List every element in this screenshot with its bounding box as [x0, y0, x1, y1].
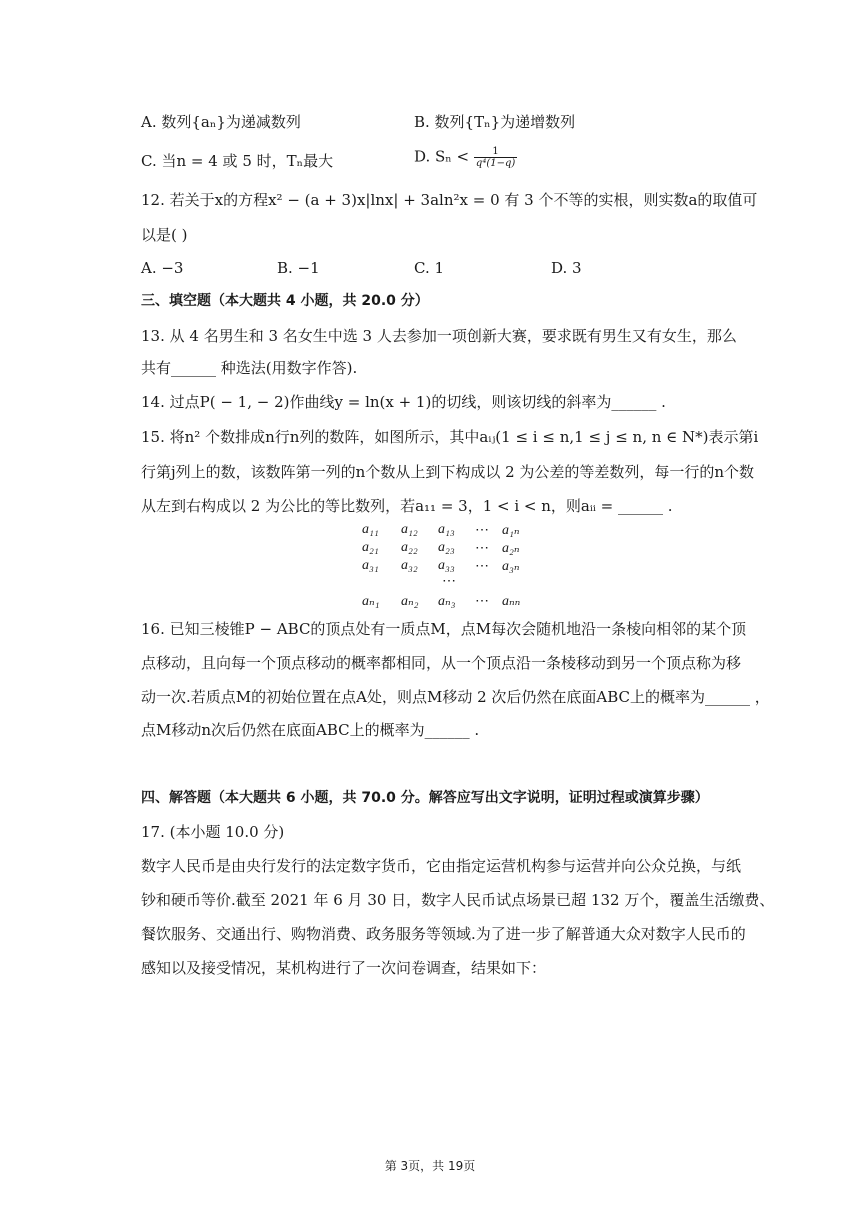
q16-line-1: 16. 已知三棱锥P − ABC的顶点处有一质点M，点M每次会随机地沿一条棱向相邻的某个顶	[141, 620, 747, 638]
matrix-cell: a₃₂	[401, 558, 418, 573]
q17-line-3: 餐饮服务、交通出行、购物消费、政务服务等领域.为了进一步了解普通大众对数字人民币的	[141, 925, 746, 943]
q12-option-b: B. −1	[277, 259, 320, 277]
matrix-cell: a₂₁	[362, 540, 379, 555]
matrix-cell: ⋯	[475, 523, 489, 538]
matrix-cell: aₙ₃	[438, 594, 456, 609]
matrix-cell: a₂₃	[438, 540, 455, 555]
q17-line-2: 钞和硬币等价.截至 2021 年 6 月 30 日，数字人民币试点场景已超 132 万个，覆盖生活缴费、	[141, 891, 775, 909]
matrix-cell: ⋯	[475, 594, 489, 609]
q12-line-1: 12. 若关于x的方程x² − (a + 3)x|lnx| + 3aln²x = 0 有 3 个不等的实根，则实数a的取值可	[141, 191, 758, 209]
q12-option-c: C. 1	[414, 259, 445, 277]
q15-line-2: 行第j列上的数，该数阵第一列的n个数从上到下构成以 2 为公差的等差数列，每一行的n个数	[141, 463, 755, 481]
q11-option-c: C. 当n = 4 或 5 时，Tₙ最大	[141, 152, 334, 170]
q11-option-d-fraction	[474, 146, 517, 169]
section-3-heading: 三、填空题（本大题共 4 小题，共 20.0 分）	[141, 293, 429, 309]
matrix-cell: a₃₃	[438, 558, 455, 573]
q16-line-2: 点移动，且向每一个顶点移动的概率都相同，从一个顶点沿一条棱移动到另一个顶点称为移	[141, 654, 742, 672]
q17-line-1: 数字人民币是由央行发行的法定数字货币，它由指定运营机构参与运营并向公众兑换，与纸	[141, 857, 742, 875]
q12-option-a: A. −3	[141, 259, 184, 277]
q13-line-2: 共有______ 种选法(用数字作答).	[141, 359, 358, 377]
page-footer: 第 3页，共 19页	[384, 1159, 476, 1173]
q16-line-4: 点M移动n次后仍然在底面ABC上的概率为______ .	[141, 721, 480, 739]
matrix-cell: a₁ₙ	[502, 523, 520, 538]
q11-option-a: A. 数列{aₙ}为递减数列	[141, 113, 301, 131]
q16-line-3: 动一次.若质点M的初始位置在点A处，则点M移动 2 次后仍然在底面ABC上的概率为______ ，	[141, 688, 770, 706]
q12-option-d: D. 3	[551, 259, 582, 277]
matrix-cell: a₃ₙ	[502, 559, 520, 574]
q15-line-1: 15. 将n² 个数排成n行n列的数阵，如图所示，其中aᵢⱼ(1 ≤ i ≤ n,1 ≤ j ≤ n, n ∈ N*)表示第i	[141, 428, 759, 446]
q17-header: 17. (本小题 10.0 分)	[141, 823, 285, 841]
fraction-numerator: 1	[474, 146, 517, 158]
matrix-cell: a₁₂	[401, 522, 418, 537]
q11-option-b: B. 数列{Tₙ}为递增数列	[414, 113, 576, 131]
q13-line-1: 13. 从 4 名男生和 3 名女生中选 3 人去参加一项创新大赛，要求既有男生又有女生，那么	[141, 327, 737, 345]
q14-line: 14. 过点P( − 1, − 2)作曲线y = ln(x + 1)的切线，则该切线的斜率为______ .	[141, 393, 666, 411]
matrix-cell: a₁₃	[438, 522, 455, 537]
section-4-heading: 四、解答题（本大题共 6 小题，共 70.0 分。解答应写出文字说明，证明过程或演算步骤）	[141, 790, 709, 806]
matrix-cell: a₃₁	[362, 558, 379, 573]
q12-line-2: 以是( )	[141, 226, 188, 244]
fraction-denominator: q⁴(1−q)	[475, 158, 516, 169]
q11-option-d-prefix: D. Sₙ <	[414, 147, 470, 166]
q15-line-3: 从左到右构成以 2 为公比的等比数列，若a₁₁ = 3，1 < i < n，则aᵢᵢ = ______ .	[141, 497, 673, 515]
matrix-cell: aₙₙ	[502, 594, 521, 609]
q17-line-4: 感知以及接受情况，某机构进行了一次问卷调查，结果如下：	[141, 959, 547, 977]
matrix-vertical-ellipsis: ⋯	[442, 574, 456, 589]
matrix-cell: ⋯	[475, 559, 489, 574]
matrix-cell: a₂₂	[401, 540, 418, 555]
matrix-cell: ⋯	[475, 541, 489, 556]
matrix-cell: a₂ₙ	[502, 541, 520, 556]
matrix-cell: aₙ₁	[362, 594, 380, 609]
q11-option-d	[414, 146, 517, 169]
matrix-cell: a₁₁	[362, 522, 379, 537]
matrix-cell: aₙ₂	[401, 594, 419, 609]
